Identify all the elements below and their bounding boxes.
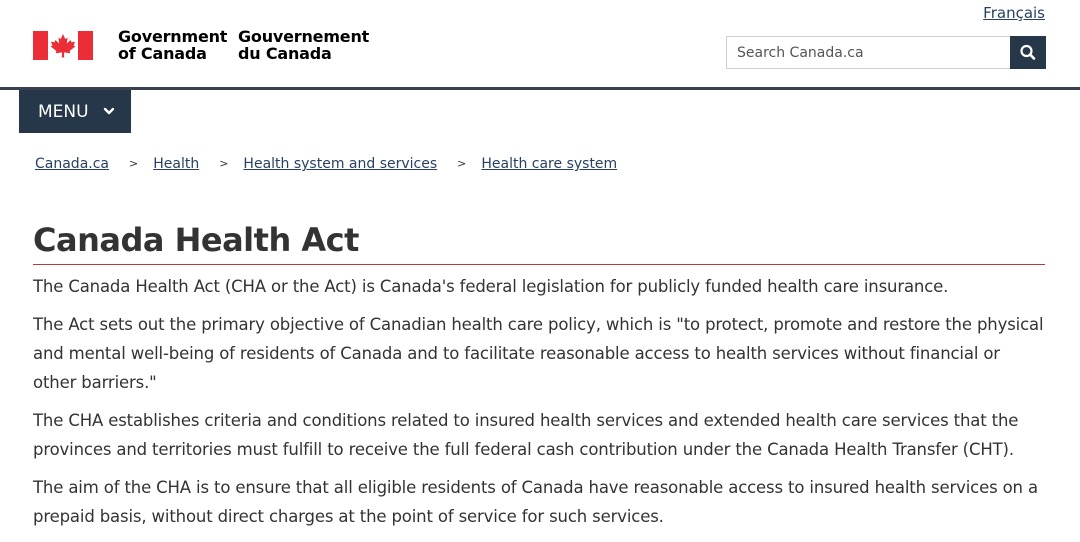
paragraph-objective: The Act sets out the primary objective of Canadian health care policy, which is "to protect, promote and restore the physical and mental well-being of residents of Canada and to facilitate reasonable access to health services without financial or other barriers." — [33, 315, 1044, 392]
menu-button[interactable] — [19, 90, 131, 133]
chevron-down-icon — [103, 106, 115, 116]
signature-fr-line2: du Canada — [238, 44, 332, 63]
search-form — [726, 36, 1046, 69]
signature-english — [118, 28, 227, 62]
search-input[interactable] — [726, 36, 1010, 69]
header-divider — [0, 87, 1080, 90]
breadcrumb-link-health-system[interactable]: Health system and services — [243, 156, 438, 172]
breadcrumb-separator: > — [129, 157, 139, 170]
search-button[interactable] — [1010, 36, 1046, 69]
page-title: Canada Health Act — [33, 221, 359, 259]
canada-flag-icon[interactable] — [33, 31, 93, 60]
breadcrumb-link-canada[interactable]: Canada.ca — [35, 156, 109, 172]
title-underline — [33, 264, 1045, 265]
breadcrumb-link-health[interactable]: Health — [153, 156, 200, 172]
signature-french — [238, 28, 369, 62]
signature-en-line2: of Canada — [118, 44, 207, 63]
signature-en-line1: Government — [118, 27, 228, 46]
signature-fr-line1: Gouvernement — [238, 27, 370, 46]
menu-label: MENU — [38, 101, 89, 122]
breadcrumb-separator: > — [457, 157, 467, 170]
paragraph-aim: The aim of the CHA is to ensure that all eligible residents of Canada have reasonable access to insured health services on a prepaid basis, without direct charges at the point of service for such services. — [33, 478, 1038, 526]
language-toggle-link[interactable]: Français — [983, 4, 1045, 22]
main-content — [33, 272, 1045, 540]
search-icon — [1010, 36, 1046, 69]
paragraph-intro: The Canada Health Act (CHA or the Act) is Canada's federal legislation for publicly funded health care insurance. — [33, 277, 949, 296]
breadcrumb-separator: > — [219, 157, 229, 170]
breadcrumb-link-health-care-system[interactable]: Health care system — [481, 156, 618, 172]
breadcrumb — [35, 156, 617, 172]
site-header — [0, 0, 1080, 88]
paragraph-criteria: The CHA establishes criteria and conditions related to insured health services and extended health care services that the provinces and territories must fulfill to receive the full federal cash contribution under the Canada Health Transfer (CHT). — [33, 411, 1019, 459]
